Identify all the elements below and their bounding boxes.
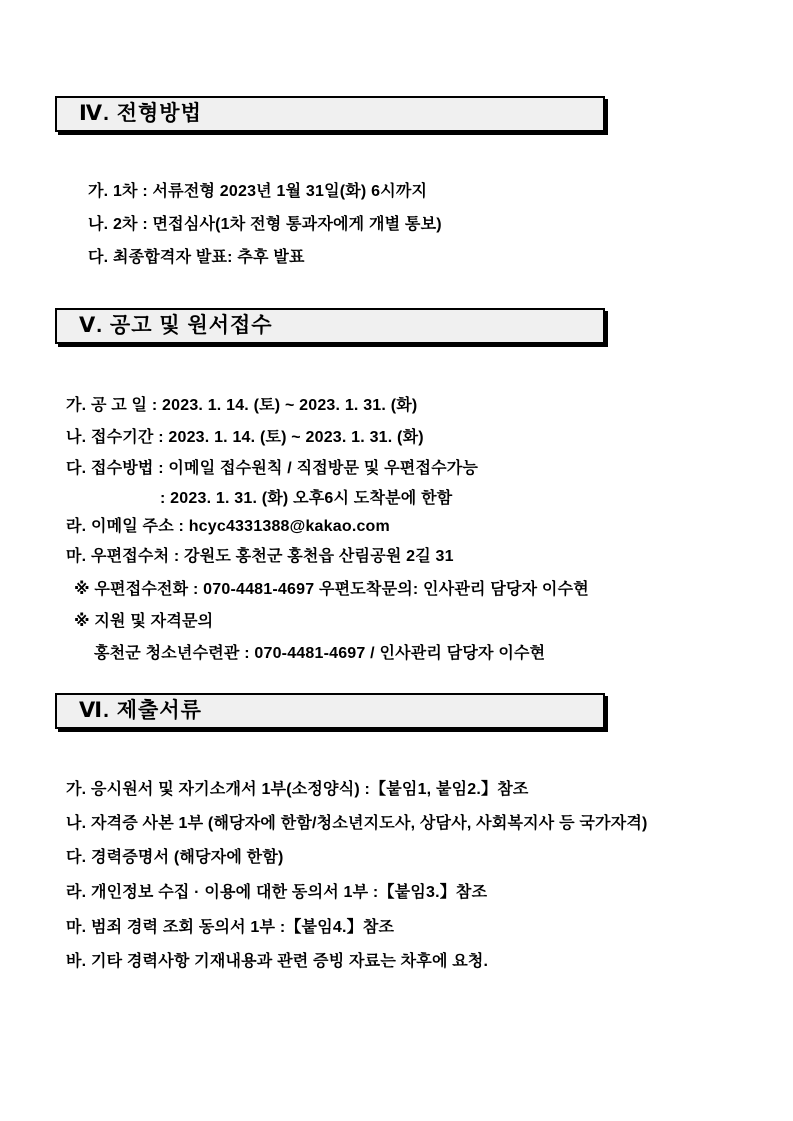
list-item: 다. 최종합격자 발표: 추후 발표 xyxy=(88,249,305,266)
list-item: 바. 기타 경력사항 기재내용과 관련 증빙 자료는 차후에 요청. xyxy=(66,953,489,970)
list-item: 가. 1차 : 서류전형 2023년 1월 31일(화) 6시까지 xyxy=(88,183,428,200)
section-title: Ⅴ. 공고 및 원서접수 xyxy=(79,314,273,337)
list-item: 나. 자격증 사본 1부 (해당자에 한함/청소년지도사, 상담사, 사회복지사 등 국가자격) xyxy=(66,815,648,832)
list-item: 마. 우편접수처 : 강원도 홍천군 홍천읍 산림공원 2길 31 xyxy=(66,548,454,565)
list-item: 라. 이메일 주소 : hcyc4331388@kakao.com xyxy=(66,518,390,535)
list-item: 가. 응시원서 및 자기소개서 1부(소정양식) :【붙임1, 붙임2.】참조 xyxy=(66,781,529,798)
section-title: Ⅵ. 제출서류 xyxy=(79,699,202,722)
list-item: 라. 개인정보 수집 · 이용에 대한 동의서 1부 :【붙임3.】참조 xyxy=(66,884,488,901)
section-title: Ⅳ. 전형방법 xyxy=(79,102,202,125)
section-heading-submission-documents xyxy=(55,693,605,729)
list-item-continuation: : 2023. 1. 31. (화) 오후6시 도착분에 한함 xyxy=(160,490,453,507)
list-item: 다. 접수방법 : 이메일 접수원칙 / 직접방문 및 우편접수가능 xyxy=(66,460,479,477)
section-heading-selection-method xyxy=(55,96,605,132)
note-line: ※ 지원 및 자격문의 xyxy=(74,613,214,630)
list-item: 다. 경력증명서 (해당자에 한함) xyxy=(66,849,284,866)
list-item: 나. 2차 : 면접심사(1차 전형 통과자에게 개별 통보) xyxy=(88,216,442,233)
note-line: ※ 우편접수전화 : 070-4481-4697 우편도착문의: 인사관리 담당자 이수현 xyxy=(74,581,589,598)
list-item: 마. 범죄 경력 조회 동의서 1부 :【붙임4.】참조 xyxy=(66,919,395,936)
list-item: 나. 접수기간 : 2023. 1. 14. (토) ~ 2023. 1. 31. (화) xyxy=(66,429,424,446)
section-heading-announcement-application xyxy=(55,308,605,344)
note-line-continuation: 홍천군 청소년수련관 : 070-4481-4697 / 인사관리 담당자 이수현 xyxy=(94,645,546,662)
list-item: 가. 공 고 일 : 2023. 1. 14. (토) ~ 2023. 1. 31. (화) xyxy=(66,397,418,414)
